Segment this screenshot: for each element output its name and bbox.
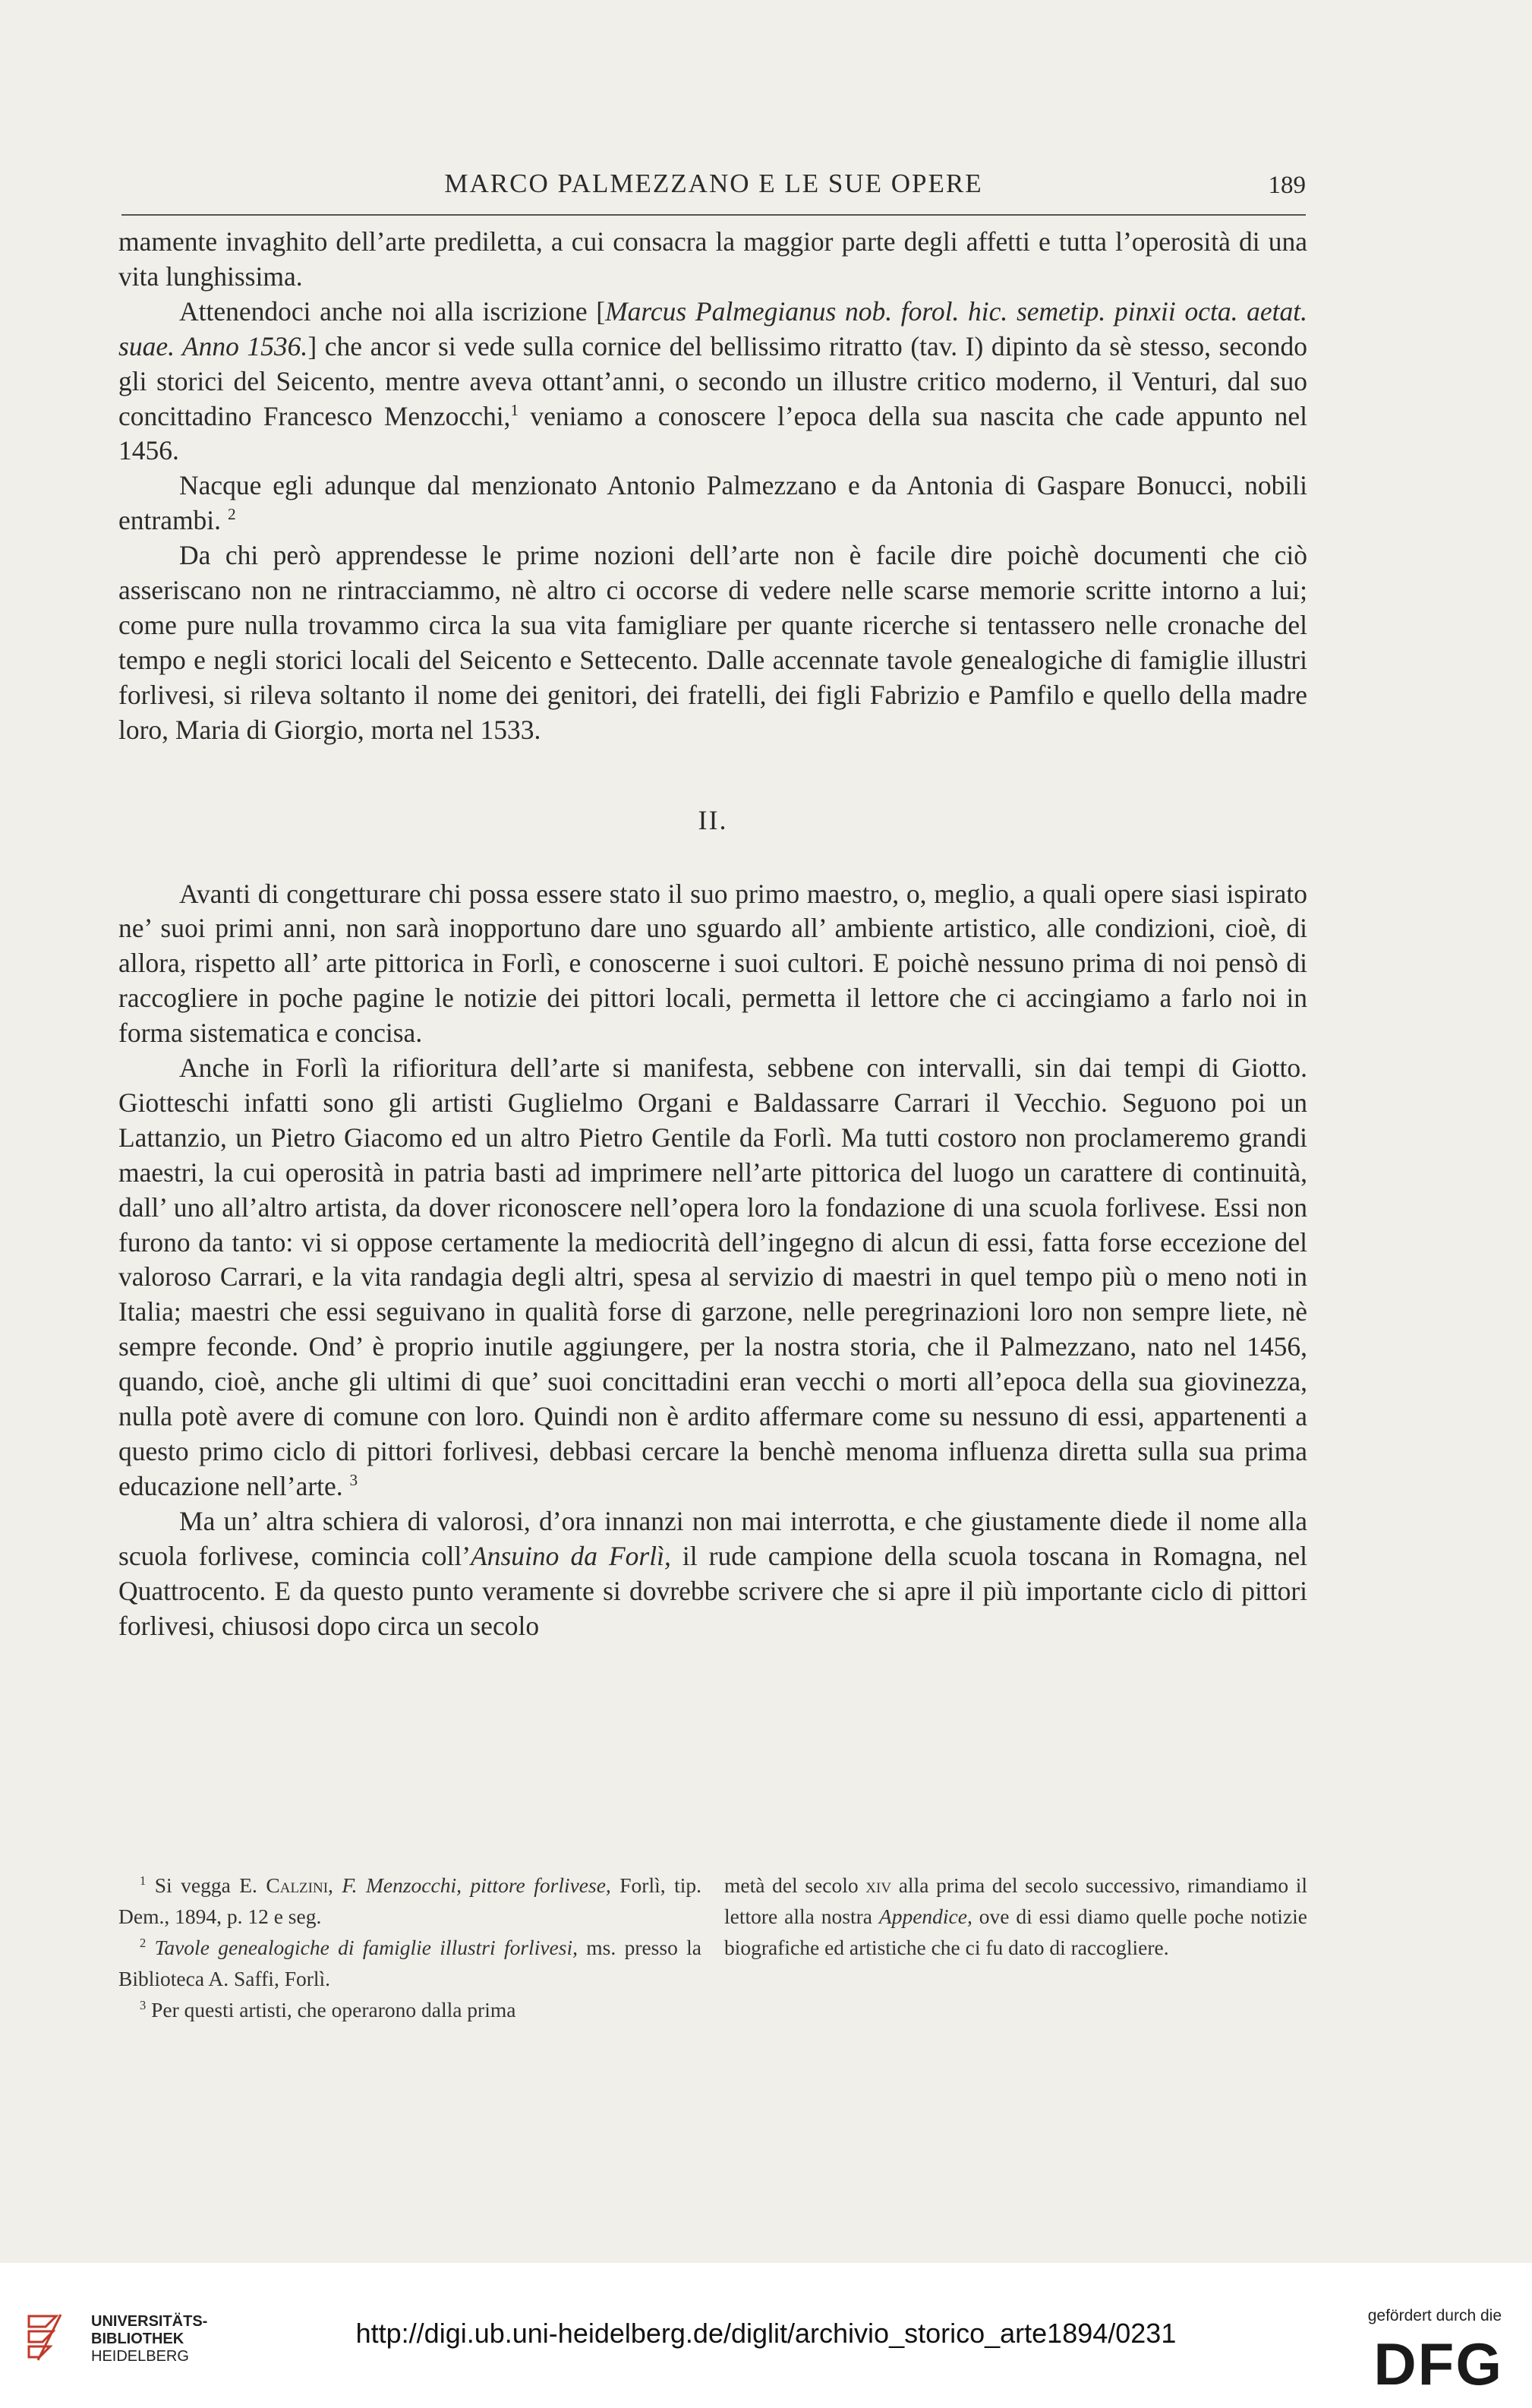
paragraph-4: Da chi però apprendesse le prime nozioni dell’arte non è facile dire poichè documenti che ciò asseriscano non ne rintracciammo, nè altro ci occorse di vedere nelle scarse memorie scritte intorno a lui; come pure nulla trovammo circa la sua vita famigliare per quante ricerche si tentassero nelle cronache del tempo e negli storici locali del Seicento e Settecento. Dalle accennate tavole genealogiche di famiglie illustri forlivesi, si rileva soltanto il nome dei genitori, dei fratelli, dei figli Fabrizio e Pamfilo e quello della madre loro, Maria di Giorgio, morta nel 1533. (118, 540, 1307, 745)
main-text (118, 225, 1307, 1643)
paragraph-6: Anche in Forlì la rifioritura dell’arte si manifesta, sebbene con intervalli, sin dai tempi di Giotto. Giotteschi infatti sono gli artisti Guglielmo Organi e Baldassarre Carrari il Vecchio. Seguono poi un Lattanzio, un Pietro Giacomo ed un altro Pietro Gentile da Forlì. Ma tutti costoro non proclameremo grandi maestri, la cui operosità in patria basti ad imprimere nell’arte pittorica del luogo un carattere di continuità, dall’ uno all’altro artista, da dover riconoscere nell’opera loro la fondazione di una scuola forlivese. Essi non furono da tanto: vi si oppose certamente la mediocrità dell’ingegno di alcun di essi, fatta forse eccezione del valoroso Carrari, e la vita randagia degli altri, spesa al servizio di maestri in quel tempo più o meno noti in Italia; maestri che essi seguivano in qualità forse di garzone, nelle peregrinazioni loro non sempre liete, nè sempre feconde. Ond’ è proprio inutile aggiungere, per la nostra storia, che il Palmezzano, nato nel 1456, quando, cioè, anche gli ultimi di que’ suoi concittadini eran vecchi o morti all’epoca della sua giovinezza, nulla potè avere di comune con loro. Quindi non è ardito affermare come su nessuno di essi, appartenenti a questo primo ciclo di pittori forlivesi, debbasi cercare la benchè menoma influenza diretta sulla sua prima educazione nell’arte. $^3$ (118, 1053, 1307, 1501)
footnote-1: $^1$ Si vegga E. Calzini, F. Menzocchi, pittore forlivese, Forlì, tip. Dem., 1894, p. 12 e seg. (118, 1873, 701, 1928)
footnotes-right-column (724, 1870, 1307, 2025)
footnote-ref-1[interactable]: 1 (510, 400, 519, 419)
paragraph-5: Avanti di congetturare chi possa essere stato il suo primo maestro, o, meglio, a quali opere siasi ispirato ne’ suoi primi anni, non sarà inopportuno dare uno sguardo all’ ambiente artistico, alle condizioni, cioè, di allora, rispetto all’ arte pittorica in Forlì, e conoscerne i suoi cultori. E poichè nessuno prima di noi pensò di raccogliere in poche pagine le notizie dei pittori locali, permetta il lettore che ci accingiamo a farlo noi in forma sistematica e concisa. (118, 878, 1307, 1049)
section-heading: II. (698, 804, 728, 835)
footnotes (118, 1870, 1307, 2025)
source-url-link[interactable]: http://digi.ub.uni-heidelberg.de/diglit/archivio_storico_arte1894/0231 (355, 2318, 1177, 2349)
inscription-text: Marcus Palmegianus nob. forol. hic. semetip. pinxii octa. aetat. suae. Anno 1536. (118, 295, 1307, 361)
artist-name: Ansuino da Forlì, (471, 1540, 671, 1571)
footnote-ref-2[interactable]: 2 (227, 505, 236, 524)
paragraph-3: Nacque egli adunque dal menzionato Antonio Palmezzano e da Antonia di Gaspare Bonucci, nobili entrambi. $^2$ (118, 470, 1307, 536)
digitization-footer (0, 2263, 1532, 2408)
paragraph-7: Ma un’ altra schiera di valorosi, d’ora innanzi non mai interrotta, e che giustamente diede il nome alla scuola forlivese, comincia coll’Ansuino da Forlì, il rude campione della scuola toscana in Romagna, nel Quattrocento. E da questo punto veramente si dovrebbe scrivere che si apre il più importante ciclo di pittori forlivesi, chiusosi dopo circa un secolo (118, 1505, 1308, 1641)
footnote-3: $^3$ Per questi artisti, che operarono dalla prima (140, 1997, 516, 2021)
paragraph-2: Attenendoci anche noi alla iscrizione [Marcus Palmegianus nob. forol. hic. semetip. pinxii octa. aetat. suae. Anno 1536.] che ancor si vede sulla cornice del bellissimo ritratto (tav. I) dipinto da sè stesso, secondo gli storici del Seicento, mentre aveva ottant’anni, o secondo un illustre critico moderno, il Venturi, dal suo concittadino Francesco Menzocchi,$^1$ veniamo a conoscere l’epoca della sua nascita che cade appunto nel 1456. (118, 295, 1307, 466)
funding-note: gefördert durch die (1367, 2307, 1502, 2324)
footnote-3-continued: metà del secolo xiv alla prima del secolo successivo, rimandiamo il lettore alla nostra Appendice, ove di essi diamo quelle poche notizie biografiche ed artistiche che ci fu dato di raccogliere. (724, 1873, 1308, 1959)
dfg-logo: DFG (1373, 2331, 1503, 2397)
running-header (121, 169, 1306, 216)
running-title: MARCO PALMEZZANO E LE SUE OPERE (444, 169, 983, 198)
library-name: UNIVERSITÄTS- BIBLIOTHEK HEIDELBERG (91, 2313, 208, 2365)
footnote-2: $^2$ Tavole genealogiche di famiglie illustri forlivesi, ms. presso la Biblioteca A. Saffi, Forlì. (118, 1935, 701, 1990)
footnotes-left-column (118, 1870, 701, 2025)
footnote-ref-3[interactable]: 3 (349, 1471, 358, 1490)
page-number: 189 (1268, 172, 1306, 199)
paragraph-1: mamente invaghito dell’arte prediletta, a cui consacra la maggior parte degli affetti e tutta l’operosità di una vita lunghissima. (118, 226, 1307, 292)
